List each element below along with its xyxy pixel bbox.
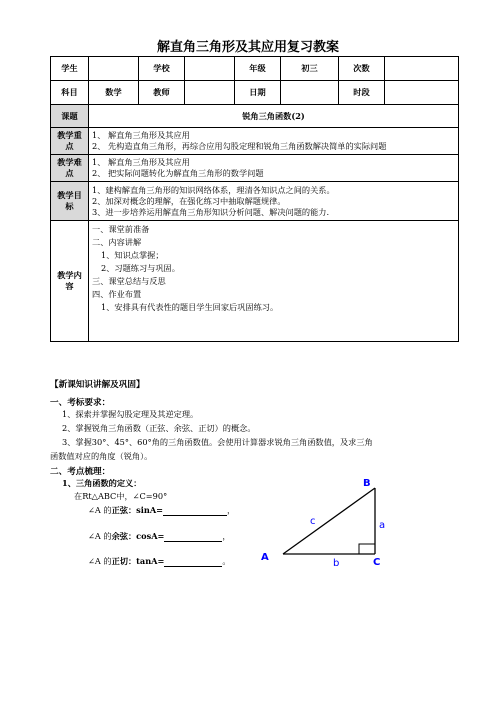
cell-teacher-value — [185, 81, 235, 105]
sine-end: ， — [227, 505, 236, 515]
cosine-prefix: ∠A 的 — [88, 531, 112, 541]
key-points-cell — [89, 128, 459, 155]
topic-label: 课题 — [51, 105, 89, 128]
difficulties-cell — [89, 155, 459, 182]
cell-grade-label: 年级 — [235, 57, 281, 81]
context-text: 在Rt△ABC中，∠C=90° — [74, 491, 168, 501]
content-label: 教学内容 — [51, 221, 89, 342]
requirement-item: 2、掌握锐角三角函数（正弦、余弦、正切）的概念。 — [62, 423, 256, 433]
list-item: 3、进一步培养运用解直角三角形知识分析问题、解决问题的能力. — [92, 206, 330, 217]
cell-subject-label: 科目 — [51, 81, 89, 105]
list-item: 1、安排具有代表性的题目学生回家后巩固练习。 — [101, 302, 279, 312]
cell-date-label: 日期 — [235, 81, 281, 105]
tangent-end: 。 — [222, 556, 231, 566]
side-label-a: a — [379, 520, 386, 531]
list-item: 1、 解直角三角形及其应用 — [92, 130, 190, 140]
side-label-c: c — [310, 516, 316, 527]
section-heading: 【新课知识讲解及巩固】 — [50, 380, 145, 390]
list-item: 一、课堂前准备 — [92, 224, 150, 234]
tangent-label: 正切：tanA= — [111, 556, 165, 566]
list-item: 1、 解直角三角形及其应用 — [92, 157, 190, 167]
points-heading: 二、考点梳理： — [50, 467, 111, 477]
vertex-label-c: C — [373, 557, 381, 568]
key-points-label: 教学重点 — [51, 128, 89, 155]
goals-label: 教学目标 — [51, 182, 89, 221]
list-item: 2、 先构造直角三角形，再综合应用勾股定理和锐角三角函数解决简单的实际问题 — [92, 141, 387, 151]
tangent-line — [88, 556, 231, 567]
cell-subject-value: 数学 — [89, 81, 139, 105]
sine-label: 正弦：sinA= — [111, 505, 164, 515]
topic-value: 锐角三角函数(2) — [89, 105, 459, 128]
requirement-item: 1、探索并掌握勾股定理及其逆定理。 — [62, 409, 199, 419]
cell-teacher-label: 教师 — [139, 81, 185, 105]
table-row — [51, 155, 459, 182]
cosine-label: 余弦：cosA= — [111, 531, 165, 541]
requirement-item: 3、掌握30°、45°、60°角的三角函数值。会使用计算器求锐角三角函数值，及求三角 — [62, 437, 373, 447]
cell-grade-value: 初三 — [281, 57, 339, 81]
cell-period-label: 时段 — [339, 81, 385, 105]
tangent-blank — [164, 556, 222, 567]
requirement-item: 函数值对应的角度（锐角）。 — [50, 451, 153, 461]
table-row — [51, 105, 459, 128]
table-row — [51, 182, 459, 221]
cell-student-label: 学生 — [51, 57, 89, 81]
list-item: 1、知识点掌握； — [101, 250, 164, 260]
list-item: 二、内容讲解 — [92, 237, 142, 247]
difficulties-label: 教学难点 — [51, 155, 89, 182]
table-row — [51, 81, 459, 105]
cosine-line — [88, 531, 231, 542]
requirements-heading: 一、考标要求： — [50, 398, 111, 408]
table-row — [51, 57, 459, 81]
page-title: 解直角三角形及其应用复习教案 — [156, 40, 339, 55]
vertex-label-a: A — [261, 552, 269, 563]
table-row — [51, 128, 459, 155]
lesson-plan-table — [50, 56, 459, 342]
cosine-blank — [164, 531, 222, 542]
cosine-end: ， — [222, 531, 231, 541]
side-label-b: b — [333, 558, 340, 569]
content-cell — [89, 221, 459, 342]
cell-period-value — [385, 81, 459, 105]
triangle-shape — [283, 488, 375, 554]
table-row — [51, 221, 459, 342]
vertex-label-b: B — [363, 478, 371, 489]
list-item: 1、建构解直角三角形的知识网络体系，理清各知识点之间的关系。 — [92, 184, 335, 195]
cell-date-value — [281, 81, 339, 105]
sine-prefix: ∠A 的 — [88, 505, 112, 515]
cell-session-label: 次数 — [339, 57, 385, 81]
cell-session-value — [385, 57, 459, 81]
list-item: 2、加深对概念的理解，在强化练习中抽取解题规律。 — [92, 195, 286, 206]
tangent-prefix: ∠A 的 — [88, 556, 112, 566]
cell-school-value — [185, 57, 235, 81]
list-item: 三、课堂总结与反思 — [92, 276, 166, 286]
list-item: 2、习题练习与巩固。 — [101, 263, 180, 273]
cell-student-value — [89, 57, 139, 81]
right-triangle-diagram — [255, 476, 395, 572]
cell-school-label: 学校 — [139, 57, 185, 81]
sine-blank — [163, 505, 227, 516]
definition-heading: 1、三角函数的定义： — [62, 478, 142, 488]
goals-cell — [89, 182, 459, 221]
sine-line — [88, 505, 235, 516]
list-item: 四、作业布置 — [92, 289, 142, 299]
list-item: 2、 把实际问题转化为解直角三角形的数学问题 — [92, 168, 264, 178]
